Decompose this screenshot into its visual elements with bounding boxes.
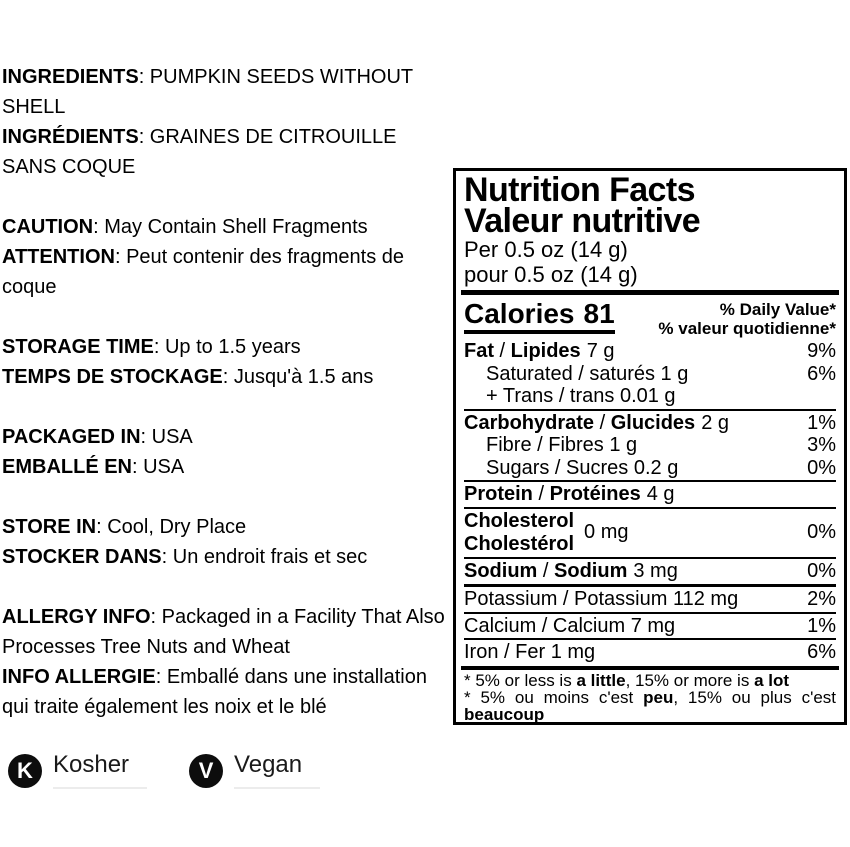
info-block-packaged-in <box>2 422 454 482</box>
kosher-label: Kosher <box>53 752 147 789</box>
separator-line <box>464 480 836 482</box>
certification-badges <box>8 752 320 789</box>
slash: / <box>532 483 550 505</box>
footnote-fr: * 5% ou moins c'est peu, 15% ou plus c'est beaucoup <box>464 687 836 724</box>
protein-amount: 4 g <box>646 483 675 505</box>
info-block-caution <box>2 212 454 302</box>
packaged-in-line-en <box>2 422 454 452</box>
serving-size-en: Per 0.5 oz (14 g) <box>464 237 628 262</box>
separator-line <box>464 612 836 614</box>
separator-line <box>464 507 836 509</box>
allergy-label-fr: INFO ALLERGIE <box>2 666 156 688</box>
fibre-dv: 3% <box>807 434 836 456</box>
ingredients-line-fr <box>2 122 454 182</box>
nutrient-row-fibre <box>464 434 836 457</box>
nutrient-row-potassium <box>464 588 836 611</box>
separator-line <box>464 409 836 411</box>
nutrition-facts-panel <box>453 168 847 725</box>
cholesterol-name-en: Cholesterol <box>464 509 575 532</box>
daily-value-header-fr: % valeur quotidienne* <box>658 319 836 338</box>
panel-title-fr: Valeur nutritive <box>464 202 701 240</box>
store-in-label-fr: STOCKER DANS <box>2 546 162 568</box>
carb-name-fr: Glucides <box>610 411 696 434</box>
kosher-badge <box>8 752 147 789</box>
carb-dv: 1% <box>807 411 836 434</box>
packaged-in-label-fr: EMBALLÉ EN <box>2 456 132 478</box>
fat-dv: 9% <box>807 340 836 362</box>
info-block-store-in <box>2 512 454 572</box>
saturated-dv: 6% <box>807 362 836 385</box>
footnote-separator-bar <box>461 666 839 670</box>
panel-title-en: Nutrition Facts <box>464 171 695 209</box>
slash: / <box>594 411 611 434</box>
caution-label-fr: ATTENTION <box>2 246 115 268</box>
calories-number: 81 <box>583 298 615 329</box>
storage-time-line-fr <box>2 362 454 392</box>
packaged-in-text-en: : USA <box>140 426 193 448</box>
sodium-amount: 3 mg <box>633 559 678 582</box>
allergy-label-en: ALLERGY INFO <box>2 606 151 628</box>
slash: / <box>494 340 511 362</box>
separator-line-medium <box>464 584 836 587</box>
caution-line-en <box>2 212 454 242</box>
ingredients-text-fr: : GRAINES DE CITROUILLE SANS COQUE <box>2 126 397 178</box>
fat-name-en: Fat <box>464 340 494 362</box>
allergy-line-fr <box>2 662 454 722</box>
store-in-text-fr: : Un endroit frais et sec <box>161 546 368 568</box>
packaged-in-text-fr: : USA <box>132 456 185 478</box>
packaged-in-label-en: PACKAGED IN <box>2 426 141 448</box>
ingredients-line-en <box>2 62 454 122</box>
allergy-line-en <box>2 602 454 662</box>
store-in-line-en <box>2 512 454 542</box>
trans-text: + Trans / trans 0.01 g <box>486 385 676 407</box>
sodium-name-en: Sodium <box>464 559 538 582</box>
potassium-dv: 2% <box>807 588 836 610</box>
nutrient-row-protein <box>464 483 836 506</box>
cholesterol-name-fr: Cholestérol <box>464 532 575 555</box>
nutrient-row-carbohydrate <box>464 412 836 435</box>
info-block-storage-time <box>2 332 454 392</box>
protein-name-en: Protein <box>464 483 533 505</box>
nutrient-row-sodium <box>464 560 836 583</box>
nutrient-row-calcium <box>464 615 836 638</box>
vegan-label: Vegan <box>234 752 320 789</box>
nutrient-row-iron <box>464 641 836 664</box>
info-block-allergy <box>2 602 454 722</box>
sugars-text: Sugars / Sucres 0.2 g <box>486 456 679 479</box>
caution-text-en: : May Contain Shell Fragments <box>93 216 368 238</box>
footnote-en: * 5% or less is a little, 15% or more is a lot <box>464 670 790 690</box>
nutrient-row-cholesterol <box>464 510 836 556</box>
iron-dv: 6% <box>807 641 836 663</box>
fat-amount: 7 g <box>586 340 615 362</box>
potassium-text: Potassium / Potassium 112 mg <box>464 588 739 610</box>
saturated-text: Saturated / saturés 1 g <box>486 362 689 385</box>
fat-name-fr: Lipides <box>510 340 581 362</box>
storage-time-label-en: STORAGE TIME <box>2 336 154 358</box>
carb-name-en: Carbohydrate <box>464 411 595 434</box>
store-in-label-en: STORE IN <box>2 516 97 538</box>
nutrient-row-fat <box>464 340 836 363</box>
sodium-dv: 0% <box>807 559 836 582</box>
product-info-column <box>2 62 454 752</box>
daily-value-header <box>658 299 836 338</box>
nutrient-row-trans <box>464 385 836 408</box>
ingredients-text-en: : PUMPKIN SEEDS WITHOUT SHELL <box>2 66 413 118</box>
ingredients-label-en: INGREDIENTS <box>2 66 139 88</box>
store-in-line-fr <box>2 542 454 572</box>
vegan-badge <box>189 752 320 789</box>
allergy-text-en: : Packaged in a Facility That Also Processes Tree Nuts and Wheat <box>2 606 445 658</box>
calories-row <box>464 295 836 340</box>
kosher-icon: K <box>8 754 42 788</box>
cholesterol-dv: 0% <box>807 521 836 544</box>
nutrient-row-sugars <box>464 457 836 480</box>
packaged-in-line-fr <box>2 452 454 482</box>
daily-value-header-en: % Daily Value* <box>719 300 836 319</box>
carb-amount: 2 g <box>701 411 729 434</box>
calcium-text: Calcium / Calcium 7 mg <box>464 614 676 637</box>
vegan-icon: V <box>189 754 223 788</box>
caution-line-fr <box>2 242 454 302</box>
caution-label-en: CAUTION <box>2 216 94 238</box>
protein-name-fr: Protéines <box>549 483 641 505</box>
info-block-ingredients <box>2 62 454 182</box>
calories-label: Calories <box>464 298 575 329</box>
cholesterol-amount: 0 mg <box>584 521 629 544</box>
slash: / <box>537 559 555 582</box>
separator-line <box>464 557 836 559</box>
ingredients-label-fr: INGRÉDIENTS <box>2 126 139 148</box>
calories-value <box>464 299 615 334</box>
storage-time-text-en: : Up to 1.5 years <box>153 336 301 358</box>
store-in-text-en: : Cool, Dry Place <box>96 516 247 538</box>
iron-text: Iron / Fer 1 mg <box>464 641 596 663</box>
nutrient-row-saturated <box>464 363 836 386</box>
serving-size-fr: pour 0.5 oz (14 g) <box>464 262 638 287</box>
sodium-name-fr: Sodium <box>554 559 628 582</box>
storage-time-text-fr: : Jusqu'à 1.5 ans <box>222 366 374 388</box>
allergy-text-fr: : Emballé dans une installation qui traite également les noix et le blé <box>2 666 427 718</box>
separator-line <box>464 638 836 640</box>
sugars-dv: 0% <box>807 456 836 479</box>
storage-time-line-en <box>2 332 454 362</box>
calcium-dv: 1% <box>807 614 836 637</box>
storage-time-label-fr: TEMPS DE STOCKAGE <box>2 366 223 388</box>
fibre-text: Fibre / Fibres 1 g <box>486 434 638 456</box>
caution-text-fr: : Peut contenir des fragments de coque <box>2 246 405 298</box>
